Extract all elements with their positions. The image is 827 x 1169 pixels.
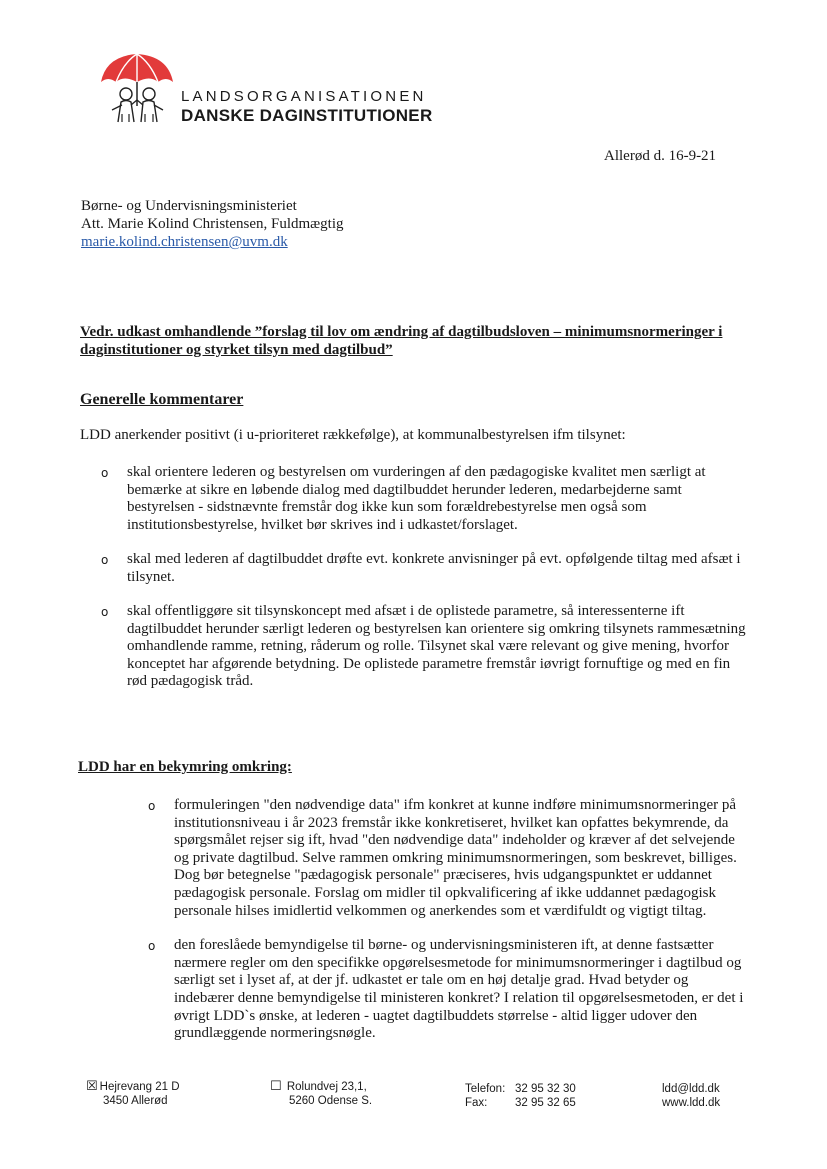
recipient-block (81, 197, 344, 251)
footer-address-allerod (86, 1080, 180, 1108)
section-heading-general: Generelle kommentarer (80, 391, 244, 408)
list-item (101, 603, 747, 691)
bullet-icon: o (101, 466, 109, 480)
org-name-line1: LANDSORGANISATIONEN (181, 88, 427, 105)
list-item-text: formuleringen "den nødvendige data" ifm konkret at kunne indføre minimumsnormeringer på institutionsniveau i år 2023 fremstår ikke konkretiseret, hvilket kan opfattes bekymrende, da spørgsmålet rejser sig ift, hvad "den nødvendige data" indeholder og kræver af det selvejende og private dagtilbud. Selve rammen omkring minimumsnormeringen, som beskrevet, billiges. Dog bør betegnelse "pædagogisk personale" præciseres, hvis udgangspunktet er uddannet pædagogisk personale. Forslag om midler til opkvalificering af ikke uddannet pædagogisk personale hilses imidlertid velkommen og anerkendes som et værdifuldt og vigtigt tiltag. (174, 797, 737, 919)
list-item (148, 937, 746, 1043)
recipient-org: Børne- og Undervisningsministeriet (81, 198, 297, 214)
footer-web-link[interactable]: www.ldd.dk (662, 1097, 721, 1109)
recipient-email-link[interactable]: marie.kolind.christensen@uvm.dk (81, 234, 288, 250)
section-heading-concern: LDD har en bekymring omkring: (78, 759, 292, 775)
footer-fax-label: Fax: (465, 1097, 488, 1109)
list-item-text: skal med lederen af dagtilbuddet drøfte evt. konkrete anvisninger på evt. opfølgende tiltag med afsæt i tilsynet. (127, 551, 741, 585)
footer-email-link[interactable]: ldd@ldd.dk (662, 1083, 720, 1095)
footer-addr2-city: 5260 Odense S. (289, 1095, 373, 1107)
footer-online (662, 1082, 720, 1110)
bullet-icon: o (148, 939, 156, 954)
bullet-icon: o (101, 553, 109, 567)
letter-date: Allerød d. 16-9-21 (604, 148, 717, 164)
list-item (101, 464, 747, 534)
bullet-icon: o (101, 605, 109, 619)
footer-address-odense (270, 1080, 372, 1108)
footer-addr1-city: 3450 Allerød (103, 1095, 168, 1107)
umbrella-children-icon (98, 50, 176, 128)
letter-subject: Vedr. udkast omhandlende ”forslag til lov om ændring af dagtilbudsloven – minimumsnormeringer i daginstitutioner og styrket tilsyn med dagtilbud” (80, 324, 723, 358)
section-intro: LDD anerkender positivt (i u-prioriteret rækkefølge), at kommunalbestyrelsen ifm tilsynet: (80, 427, 626, 443)
bullet-icon: o (148, 799, 156, 813)
checked-box-icon: ☒ (86, 1079, 98, 1094)
footer-fax: 32 95 32 65 (515, 1097, 576, 1109)
list-item (101, 551, 747, 586)
recipient-attention: Att. Marie Kolind Christensen, Fuldmægtig (81, 216, 344, 232)
concern-list (148, 797, 746, 1060)
list-item-text: skal orientere lederen og bestyrelsen om vurderingen af den pædagogiske kvalitet men særligt at bemærke at sikre en løbende dialog med dagtilbuddet herunder lederen, medarbejderne samt bestyrelsen - sidstnævnte fremstår dog ikke kun som forældrebestyrelse men også som institutionsbestyrelse, hvilket bør skrives ind i udkastet/forslaget. (127, 464, 706, 533)
footer-phone-label: Telefon: (465, 1083, 506, 1095)
footer-contact (465, 1082, 576, 1110)
list-item-text: skal offentliggøre sit tilsynskoncept med afsæt i de oplistede parametre, så interessenterne ift dagtilbuddet herunder særligt lederen og bestyrelsen kan orientere sig omkring tilsynets rammesætning omhandlende ramme, retning, råderum og rolle. Tilsynet skal være relevant og give mening, hvorfor konceptet har afgørende betydning. De oplistede parametre fremstår iøvrigt fornuftige og med en fin rød pædagogisk tråd. (127, 603, 746, 689)
footer-phone: 32 95 32 30 (515, 1083, 576, 1095)
footer-addr2-street: Rolundvej 23,1, (286, 1081, 367, 1093)
general-comments-list (101, 464, 747, 708)
org-name-line2: DANSKE DAGINSTITUTIONER (181, 106, 433, 125)
empty-box-icon: ☐ (270, 1079, 282, 1094)
list-item (148, 797, 746, 920)
footer-addr1-street: Hejrevang 21 D (99, 1081, 180, 1093)
list-item-text: den foreslåede bemyndigelse til børne- og undervisningsministeren ift, at denne fastsætter nærmere regler om den specifikke opgørelsesmetode for minimumsnormeringer i dagtilbud og særligt set i lyset af, at der jf. udkastet er tale om en høj detalje grad. Hvad betyder og indebærer denne bemyndigelse til ministeren konkret? I relation til opgørelsesmetoden, er det i øvrigt LDD`s ønske, at lederen - uagtet dagtilbuddets størrelse - altid ligger udover den grundlæggende normeringsnøgle. (174, 937, 744, 1042)
